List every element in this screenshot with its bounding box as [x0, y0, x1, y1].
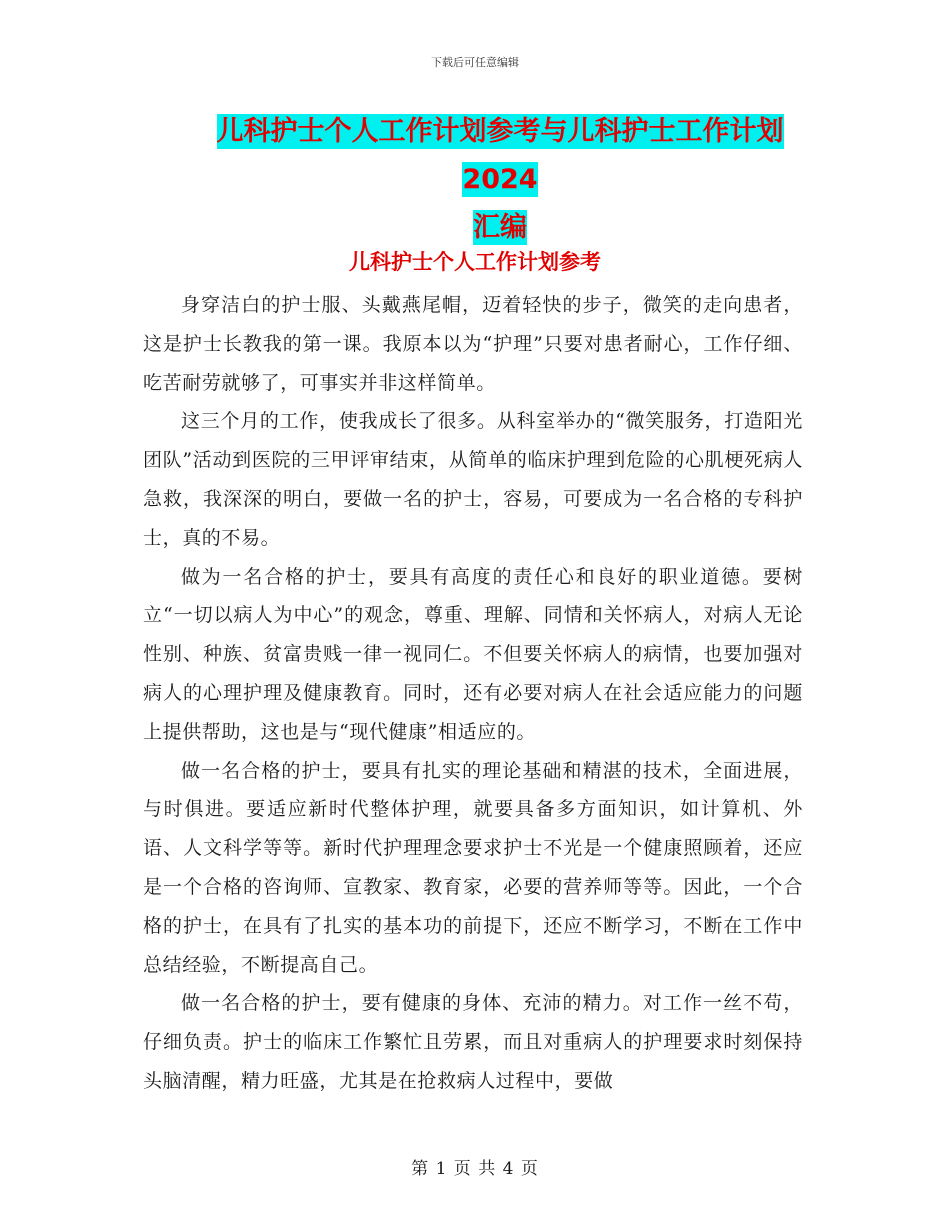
paragraph: 做为一名合格的护士，要具有高度的责任心和良好的职业道德。要树立“一切以病人为中心”的观念，尊重、理解、同情和关怀病人，对病人无论性别、种族、贫富贵贱一律一视同仁。不但要关怀病人的病情，也要加强对病人的心理护理及健康教育。同时，还有必要对病人在社会适应能力的问题上提供帮助，这也是与“现代健康”相适应的。 — [143, 565, 803, 743]
paragraph: 做一名合格的护士，要有健康的身体、充沛的精力。对工作一丝不苟，仔细负责。护士的临床工作繁忙且劳累，而且对重病人的护理要求时刻保持头脑清醒，精力旺盛，尤其是在抢救病人过程中，要做 — [143, 992, 803, 1092]
body-text — [143, 286, 803, 1101]
document-title-line-1: 儿科护士个人工作计划参考与儿科护士工作计划2024 — [216, 116, 784, 195]
page-footer: 第 1 页 共 4 页 — [411, 1159, 539, 1179]
header-note: 下载后可任意编辑 — [431, 56, 519, 69]
section-title: 儿科护士个人工作计划参考 — [349, 250, 601, 274]
document-title-line-2: 汇编 — [473, 212, 527, 243]
document-title — [190, 108, 810, 252]
paragraph: 这三个月的工作，使我成长了很多。从科室举办的“微笑服务，打造阳光团队”活动到医院的三甲评审结束，从简单的临床护理到危险的心肌梗死病人急救，我深深的明白，要做一名的护士，容易，可要成为一名合格的专科护士，真的不易。 — [143, 410, 803, 549]
paragraph: 做一名合格的护士，要具有扎实的理论基础和精湛的技术，全面进展，与时俱进。要适应新时代整体护理，就要具备多方面知识，如计算机、外语、人文科学等等。新时代护理理念要求护士不光是一个健康照顾着，还应是一个合格的咨询师、宣教家、教育家，必要的营养师等等。因此，一个合格的护士，在具有了扎实的基本功的前提下，还应不断学习，不断在工作中总结经验，不断提高自己。 — [143, 759, 803, 976]
paragraph: 身穿洁白的护士服、头戴燕尾帽，迈着轻快的步子，微笑的走向患者，这是护士长教我的第一课。我原本以为“护理”只要对患者耐心，工作仔细、吃苦耐劳就够了，可事实并非这样简单。 — [143, 294, 803, 394]
